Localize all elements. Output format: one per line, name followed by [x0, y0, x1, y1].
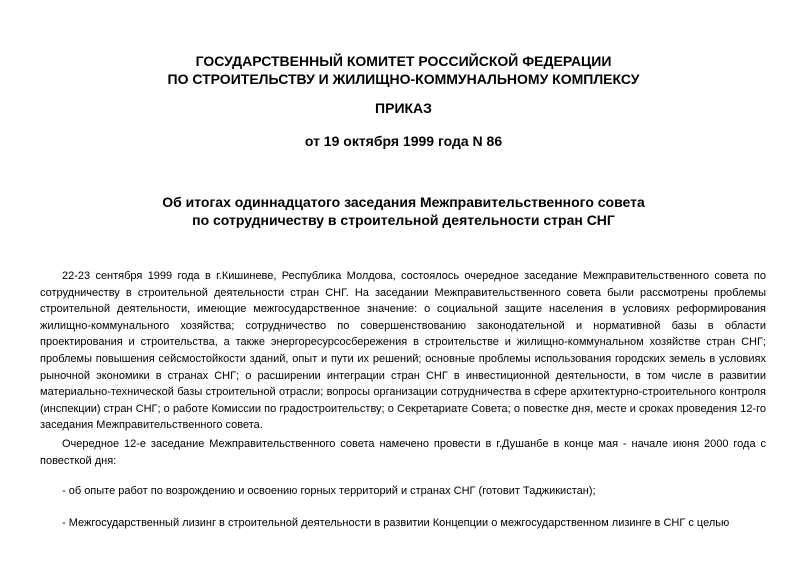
document-title-line-2: по сотрудничеству в строительной деятельности стран СНГ: [192, 212, 615, 228]
document-date-label: от 19 октября 1999 года N 86: [304, 133, 503, 149]
paragraph-4: [40, 515, 766, 532]
paragraph-3: [40, 483, 766, 500]
paragraph-1-text: 22-23 сентября 1999 года в г.Кишиневе, Республика Молдова, состоялось очередное заседание Межправительственного совета по сотрудничеству в строительной деятельности стран СНГ. На заседании Межправительственного совета были рассмотрены проблемы строительной деятельности, имеющие межгосударственное значение: о социальной защите населения в условиях реформирования жилищно-коммунального хозяйства; сотрудничество по совершенствованию законодательной и нормативной базы в области проектирования и строительства, а также энергоресурсосбережения в строительстве и жилищно-коммунальном хозяйстве стран СНГ; проблемы повышения сейсмостойкости зданий, опыт и пути их решений; основные проблемы использования городских земель в условиях рыночной экономики в странах СНГ; о расширении интеграции стран СНГ в инвестиционной деятельности, в том числе в развитии материально-технической базы строительной отрасли; вопросы организации сотрудничества в сфере архитектурно-строительного контроля (инспекции) стран СНГ; о работе Комиссии по градостроительству; о Секретариате Совета; о повестке дня, месте и сроках проведения 12-го заседания Межправительственного совета.: [40, 270, 766, 432]
issuing-authority-line-1: ГОСУДАРСТВЕННЫЙ КОМИТЕТ РОССИЙСКОЙ ФЕДЕРАЦИИ: [195, 53, 612, 69]
document-type: [0, 99, 807, 117]
paragraph-2-text: Очередное 12-е заседание Межправительственного совета намечено провести в г.Душанбе в конце мая - начале июня 2000 года с повесткой дня:: [40, 438, 766, 467]
paragraph-4-text: - Межгосударственный лизинг в строительной деятельности в развитии Концепции о межгосударственном лизинге в СНГ с целью: [62, 517, 730, 529]
issuing-authority-line-2: ПО СТРОИТЕЛЬСТВУ И ЖИЛИЩНО-КОММУНАЛЬНОМУ КОМПЛЕКСУ: [167, 71, 640, 87]
paragraph-2: [40, 436, 766, 469]
paragraph-3-text: - об опыте работ по возрождению и освоению горных территорий и странах СНГ (готовит Таджикистан);: [62, 485, 596, 497]
document-title-line-1: Об итогах одиннадцатого заседания Межправительственного совета: [162, 194, 645, 210]
document-date: [0, 132, 807, 150]
document-type-label: ПРИКАЗ: [375, 100, 432, 116]
paragraph-1: [40, 268, 766, 434]
document-title: [0, 193, 807, 229]
issuing-authority: [0, 52, 807, 88]
